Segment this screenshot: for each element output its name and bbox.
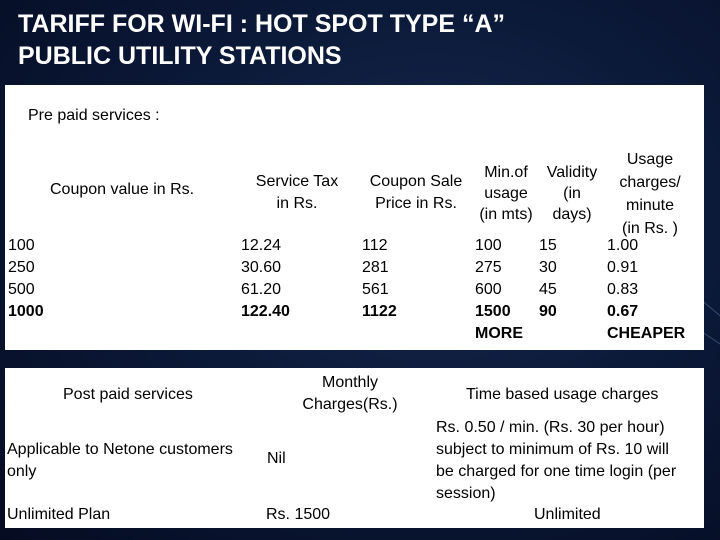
table-cell: 1000	[8, 303, 44, 320]
postpaid-row-unlimited-usage: Unlimited	[534, 506, 601, 523]
postpaid-row-netone-label: Applicable to Netone customers only	[7, 441, 233, 480]
postpaid-heading: Post paid services	[63, 386, 193, 403]
postpaid-row-unlimited-monthly: Rs. 1500	[266, 506, 331, 523]
table-cell: 600	[475, 281, 502, 298]
column-coupon-sale-price	[362, 235, 397, 323]
header-monthly-charges: Monthly Charges(Rs.)	[302, 374, 398, 413]
table-cell: 100	[8, 237, 35, 254]
postpaid-row-netone-monthly: Nil	[267, 450, 286, 467]
table-cell: 15	[539, 237, 557, 254]
header-service-tax: Service Tax in Rs.	[255, 173, 339, 212]
table-cell: 30.60	[241, 259, 282, 276]
table-cell: 122.40	[241, 303, 290, 320]
column-coupon-value	[8, 235, 44, 323]
column-usage-charges	[607, 235, 685, 345]
table-cell: 500	[8, 281, 35, 298]
table-cell: 1122	[362, 303, 397, 320]
table-cell: 45	[539, 281, 557, 298]
table-cell: 0.67	[607, 303, 639, 320]
table-cell: 561	[362, 281, 389, 298]
slide-title-line-2: PUBLIC UTILITY STATIONS	[18, 42, 342, 70]
column-min-usage	[475, 235, 523, 345]
header-validity: Validity (in days)	[546, 164, 598, 223]
table-cell: 90	[539, 303, 557, 320]
table-cell: 100	[475, 237, 502, 254]
header-coupon-value: Coupon value in Rs.	[50, 181, 195, 198]
table-cell: 250	[8, 259, 35, 276]
table-cell: 0.83	[607, 281, 639, 298]
header-usage-charges: Usage charges/ minute (in Rs. )	[619, 151, 681, 237]
slide-title-line-1: TARIFF FOR WI-FI : HOT SPOT TYPE “A”	[18, 10, 505, 38]
table-cell: 1500	[475, 303, 511, 320]
table-cell: 275	[475, 259, 502, 276]
table-cell: 281	[362, 259, 389, 276]
table-cell: 61.20	[241, 281, 282, 298]
postpaid-table	[5, 368, 704, 528]
header-time-based-usage: Time based usage charges	[466, 386, 659, 403]
header-coupon-sale-price: Coupon Sale Price in Rs.	[369, 173, 463, 212]
postpaid-row-netone-usage: Rs. 0.50 / min. (Rs. 30 per hour) subject to minimum of Rs. 10 will be charged for one time login (per session)	[436, 419, 677, 502]
table-cell: 12.24	[241, 237, 282, 254]
table-cell: 1.00	[607, 237, 639, 254]
prepaid-heading: Pre paid services :	[28, 107, 160, 124]
postpaid-row-unlimited-label: Unlimited Plan	[7, 506, 111, 523]
table-cell: CHEAPER	[607, 325, 686, 342]
column-service-tax	[241, 235, 290, 323]
table-cell: 112	[362, 237, 388, 254]
table-cell: 0.91	[607, 259, 639, 276]
header-min-usage: Min.of usage (in mts)	[479, 164, 533, 223]
table-cell: 30	[539, 259, 557, 276]
table-cell: MORE	[475, 325, 523, 342]
column-validity	[539, 235, 557, 323]
prepaid-table	[5, 85, 704, 350]
slide-title	[18, 8, 505, 72]
